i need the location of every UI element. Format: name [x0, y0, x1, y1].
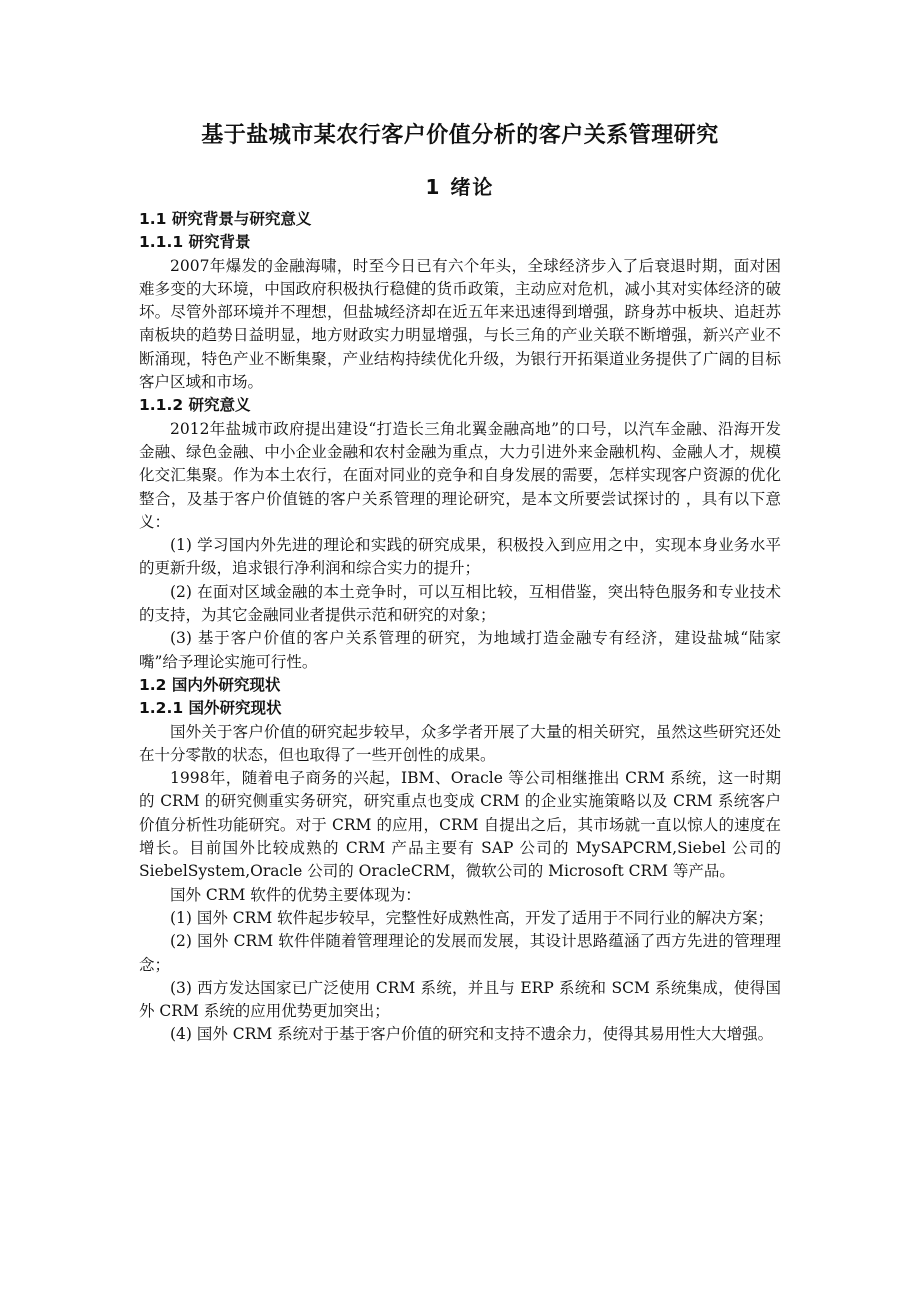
paragraph: 国外关于客户价值的研究起步较早，众多学者开展了大量的相关研究，虽然这些研究还处在十分零散的状态，但也取得了一些开创性的成果。: [139, 722, 781, 764]
list-item: (2) 国外 CRM 软件伴随着管理理论的发展而发展，其设计思路蕴涵了西方先进的管理理念；: [139, 932, 781, 974]
list-item: (2) 在面对区域金融的本土竞争时，可以互相比较，互相借鉴，突出特色服务和专业技术的支持，为其它金融同业者提供示范和研究的对象；: [139, 582, 781, 625]
list-item: (3) 基于客户价值的客户关系管理的研究，为地域打造金融专有经济，建设盐城“陆家嘴”给予理论实施可行性。: [139, 629, 781, 671]
subsection-heading-1-2-1: 1.2.1 国外研究现状: [139, 699, 282, 718]
subsection-heading-1-1-2: 1.1.2 研究意义: [139, 396, 251, 415]
list-item: (1) 国外 CRM 软件起步较早，完整性好成熟性高，开发了适用于不同行业的解决方案；: [170, 908, 774, 927]
list-item: (1) 学习国内外先进的理论和实践的研究成果，积极投入到应用之中，实现本身业务水平的更新升级，追求银行净利润和综合实力的提升；: [139, 536, 781, 578]
paragraph: 1998年，随着电子商务的兴起，IBM、Oracle 等公司相继推出 CRM 系统，这一时期的 CRM 的研究侧重实务研究，研究重点也变成 CRM 的企业实施策略以及 CRM 系统客户价值分析性功能研究。对于 CRM 的应用，CRM 自提出之后，其市场就一直以惊人的速度在增长。目前国外比较成熟的 CRM 产品主要有 SAP 公司的 MySAPCRM,Siebel 公司的 SiebelSystem,Oracle 公司的 OracleCRM，微软公司的 Microsoft CRM 等产品。: [139, 769, 781, 881]
paragraph: 2007年爆发的金融海啸，时至今日已有六个年头，全球经济步入了后衰退时期，面对困难多变的大环境，中国政府积极执行稳健的货币政策，主动应对危机，减小其对实体经济的破坏。尽管外部环境并不理想，但盐城经济却在近五年来迅速得到增强，跻身苏中板块、追赶苏南板块的趋势日益明显，地方财政实力明显增强，与长三角的产业关联不断增强，新兴产业不断涌现，特色产业不断集聚，产业结构持续优化升级，为银行开拓渠道业务提供了广阔的目标客户区域和市场。: [139, 256, 781, 392]
section-heading-1-1: 1.1 研究背景与研究意义: [139, 210, 312, 228]
section-heading-1-2: 1.2 国内外研究现状: [139, 675, 281, 694]
document-body: [139, 208, 781, 1047]
list-item: (3) 西方发达国家已广泛使用 CRM 系统，并且与 ERP 系统和 SCM 系统集成，使得国外 CRM 系统的应用优势更加突出；: [139, 978, 781, 1021]
document-title: 基于盐城市某农行客户价值分析的客户关系管理研究: [201, 123, 719, 148]
list-item: (4) 国外 CRM 系统对于基于客户价值的研究和支持不遗余力，使得其易用性大大增强。: [170, 1025, 774, 1044]
paragraph: 2012年盐城市政府提出建设“打造长三角北翼金融高地”的口号，以汽车金融、沿海开发金融、绿色金融、中小企业金融和农村金融为重点，大力引进外来金融机构、金融人才，规模化交汇集聚。作为本土农行，在面对同业的竞争和自身发展的需要，怎样实现客户资源的优化整合，及基于客户价值链的客户关系管理的理论研究，是本文所要尝试探讨的 ，具有以下意义：: [139, 419, 781, 531]
subsection-heading-1-1-1: 1.1.1 研究背景: [139, 233, 251, 252]
paragraph: 国外 CRM 软件的优势主要体现为：: [170, 885, 421, 904]
chapter-heading: 1 绪论: [425, 175, 495, 199]
